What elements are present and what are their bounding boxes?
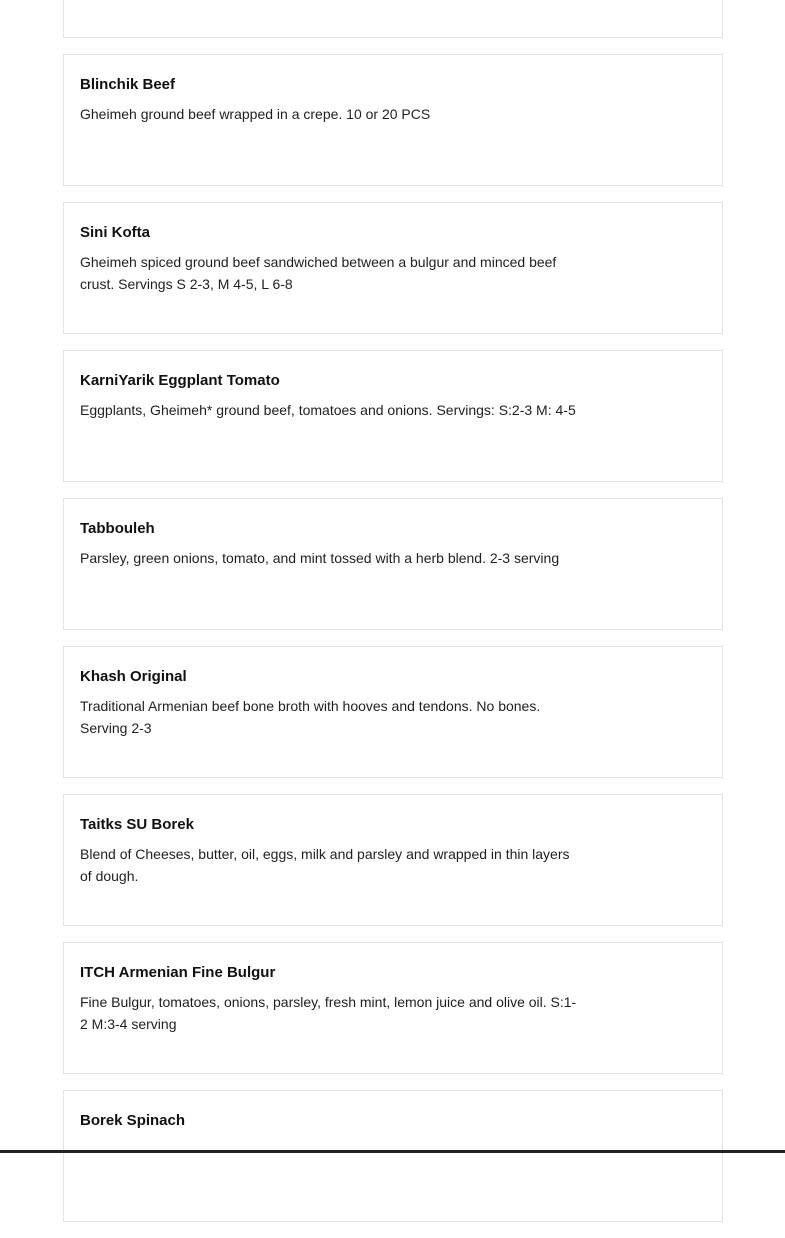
menu-item-name: Sini Kofta (80, 224, 150, 241)
menu-item-card[interactable] (63, 646, 723, 778)
menu-item-name: Taitks SU Borek (80, 816, 194, 833)
menu-item-name: Tabbouleh (80, 520, 155, 537)
menu-item-description: Traditional Armenian beef bone broth with hooves and tendons. No bones. Serving 2-3 (80, 698, 541, 736)
menu-item-card[interactable] (63, 794, 723, 926)
menu-item-card[interactable] (63, 54, 723, 186)
menu-item-name: Blinchik Beef (80, 76, 176, 93)
menu-item-name: Borek Spinach (80, 1112, 186, 1129)
menu-item-card[interactable] (63, 350, 723, 482)
menu-item-description: Fine Bulgur, tomatoes, onions, parsley, fresh mint, lemon juice and olive oil. S:1-2 M:3-4 serving (80, 994, 577, 1032)
menu-item-name: Khash Original (80, 668, 187, 685)
menu-item-name: KarniYarik Eggplant Tomato (80, 372, 280, 389)
menu-item-card[interactable] (63, 0, 723, 38)
menu-item-card[interactable] (63, 202, 723, 334)
menu-item-description: Eggplants, Gheimeh* ground beef, tomatoes and onions. Servings: S:2-3 M: 4-5 (80, 402, 576, 418)
menu-item-list (63, 0, 723, 1238)
menu-item-description: Parsley, green onions, tomato, and mint tossed with a herb blend. 2-3 serving (80, 550, 560, 566)
menu-item-description: Blend of Cheeses, butter, oil, eggs, milk and parsley and wrapped in thin layers of dough. (80, 846, 570, 884)
menu-item-card[interactable] (63, 942, 723, 1074)
menu-item-card[interactable] (63, 1090, 723, 1222)
menu-item-description: Gheimeh spiced ground beef sandwiched between a bulgur and minced beef crust. Servings S 2-3, M 4-5, L 6-8 (80, 254, 557, 292)
menu-item-name: ITCH Armenian Fine Bulgur (80, 964, 276, 981)
menu-item-card[interactable] (63, 498, 723, 630)
menu-item-description: Gheimeh ground beef wrapped in a crepe. 10 or 20 PCS (80, 106, 431, 122)
